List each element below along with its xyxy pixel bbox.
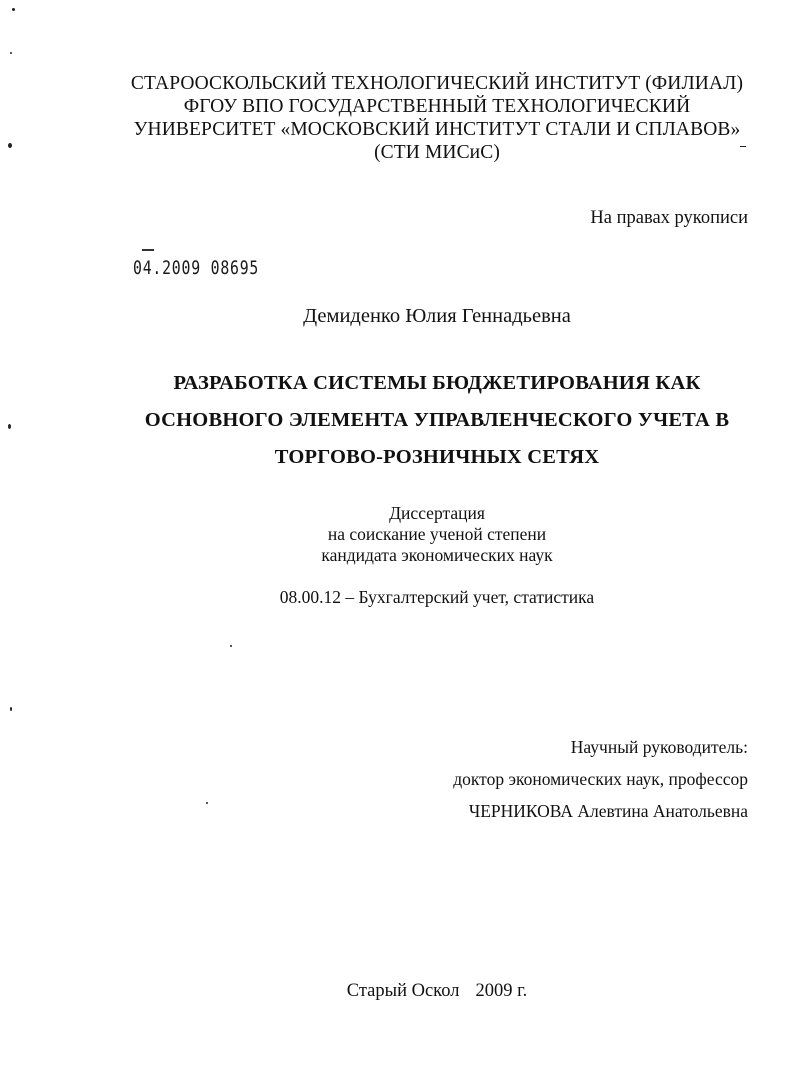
- degree-line-2: на соискание ученой степени: [327, 524, 547, 544]
- degree-line-1: Диссертация: [389, 503, 485, 523]
- footer-city: Старый Оскол: [346, 981, 460, 1001]
- institution-line-3: УНИВЕРСИТЕТ «МОСКОВСКИЙ ИНСТИТУТ СТАЛИ И СПЛАВОВ»: [133, 119, 741, 140]
- supervisor-label: Научный руководитель:: [570, 737, 748, 757]
- place-and-year: [0, 981, 794, 1002]
- stamp-mark: [142, 249, 154, 251]
- scan-speck: [10, 52, 12, 54]
- scan-speck: [206, 802, 208, 804]
- degree-description: [0, 503, 794, 566]
- supervisor-rank: доктор экономических наук, профессор: [453, 769, 748, 789]
- registration-stamp-number: 04.2009 08695: [133, 257, 260, 279]
- scan-speck: [740, 146, 746, 147]
- scan-speck: [8, 424, 11, 429]
- supervisor-block: [453, 731, 748, 827]
- scan-speck: [230, 645, 232, 647]
- scan-speck: [12, 8, 15, 11]
- institution-line-2: ФГОУ ВПО ГОСУДАРСТВЕННЫЙ ТЕХНОЛОГИЧЕСКИЙ: [183, 96, 691, 117]
- institution-line-4: (СТИ МИСиС): [374, 142, 500, 163]
- supervisor-name: ЧЕРНИКОВА Алевтина Анатольевна: [468, 801, 748, 821]
- scan-speck: [10, 707, 12, 711]
- scan-speck: [8, 143, 12, 148]
- degree-line-3: кандидата экономических наук: [321, 545, 553, 565]
- institution-header: [0, 72, 794, 164]
- footer-year: 2009 г.: [475, 981, 528, 1001]
- specialty-code: 08.00.12 – Бухгалтерский учет, статистика: [279, 587, 595, 607]
- title-line-2: ОСНОВНОГО ЭЛЕМЕНТА УПРАВЛЕНЧЕСКОГО УЧЕТА В: [144, 409, 730, 431]
- institution-line-1: СТАРООСКОЛЬСКИЙ ТЕХНОЛОГИЧЕСКИЙ ИНСТИТУТ (ФИЛИАЛ): [130, 73, 744, 94]
- title-line-1: РАЗРАБОТКА СИСТЕМЫ БЮДЖЕТИРОВАНИЯ КАК: [173, 372, 701, 394]
- manuscript-rights-note: На правах рукописи: [590, 208, 748, 228]
- author-name: Демиденко Юлия Геннадьевна: [303, 305, 571, 327]
- dissertation-title: [0, 365, 794, 476]
- title-line-3: ТОРГОВО-РОЗНИЧНЫХ СЕТЯХ: [274, 446, 600, 468]
